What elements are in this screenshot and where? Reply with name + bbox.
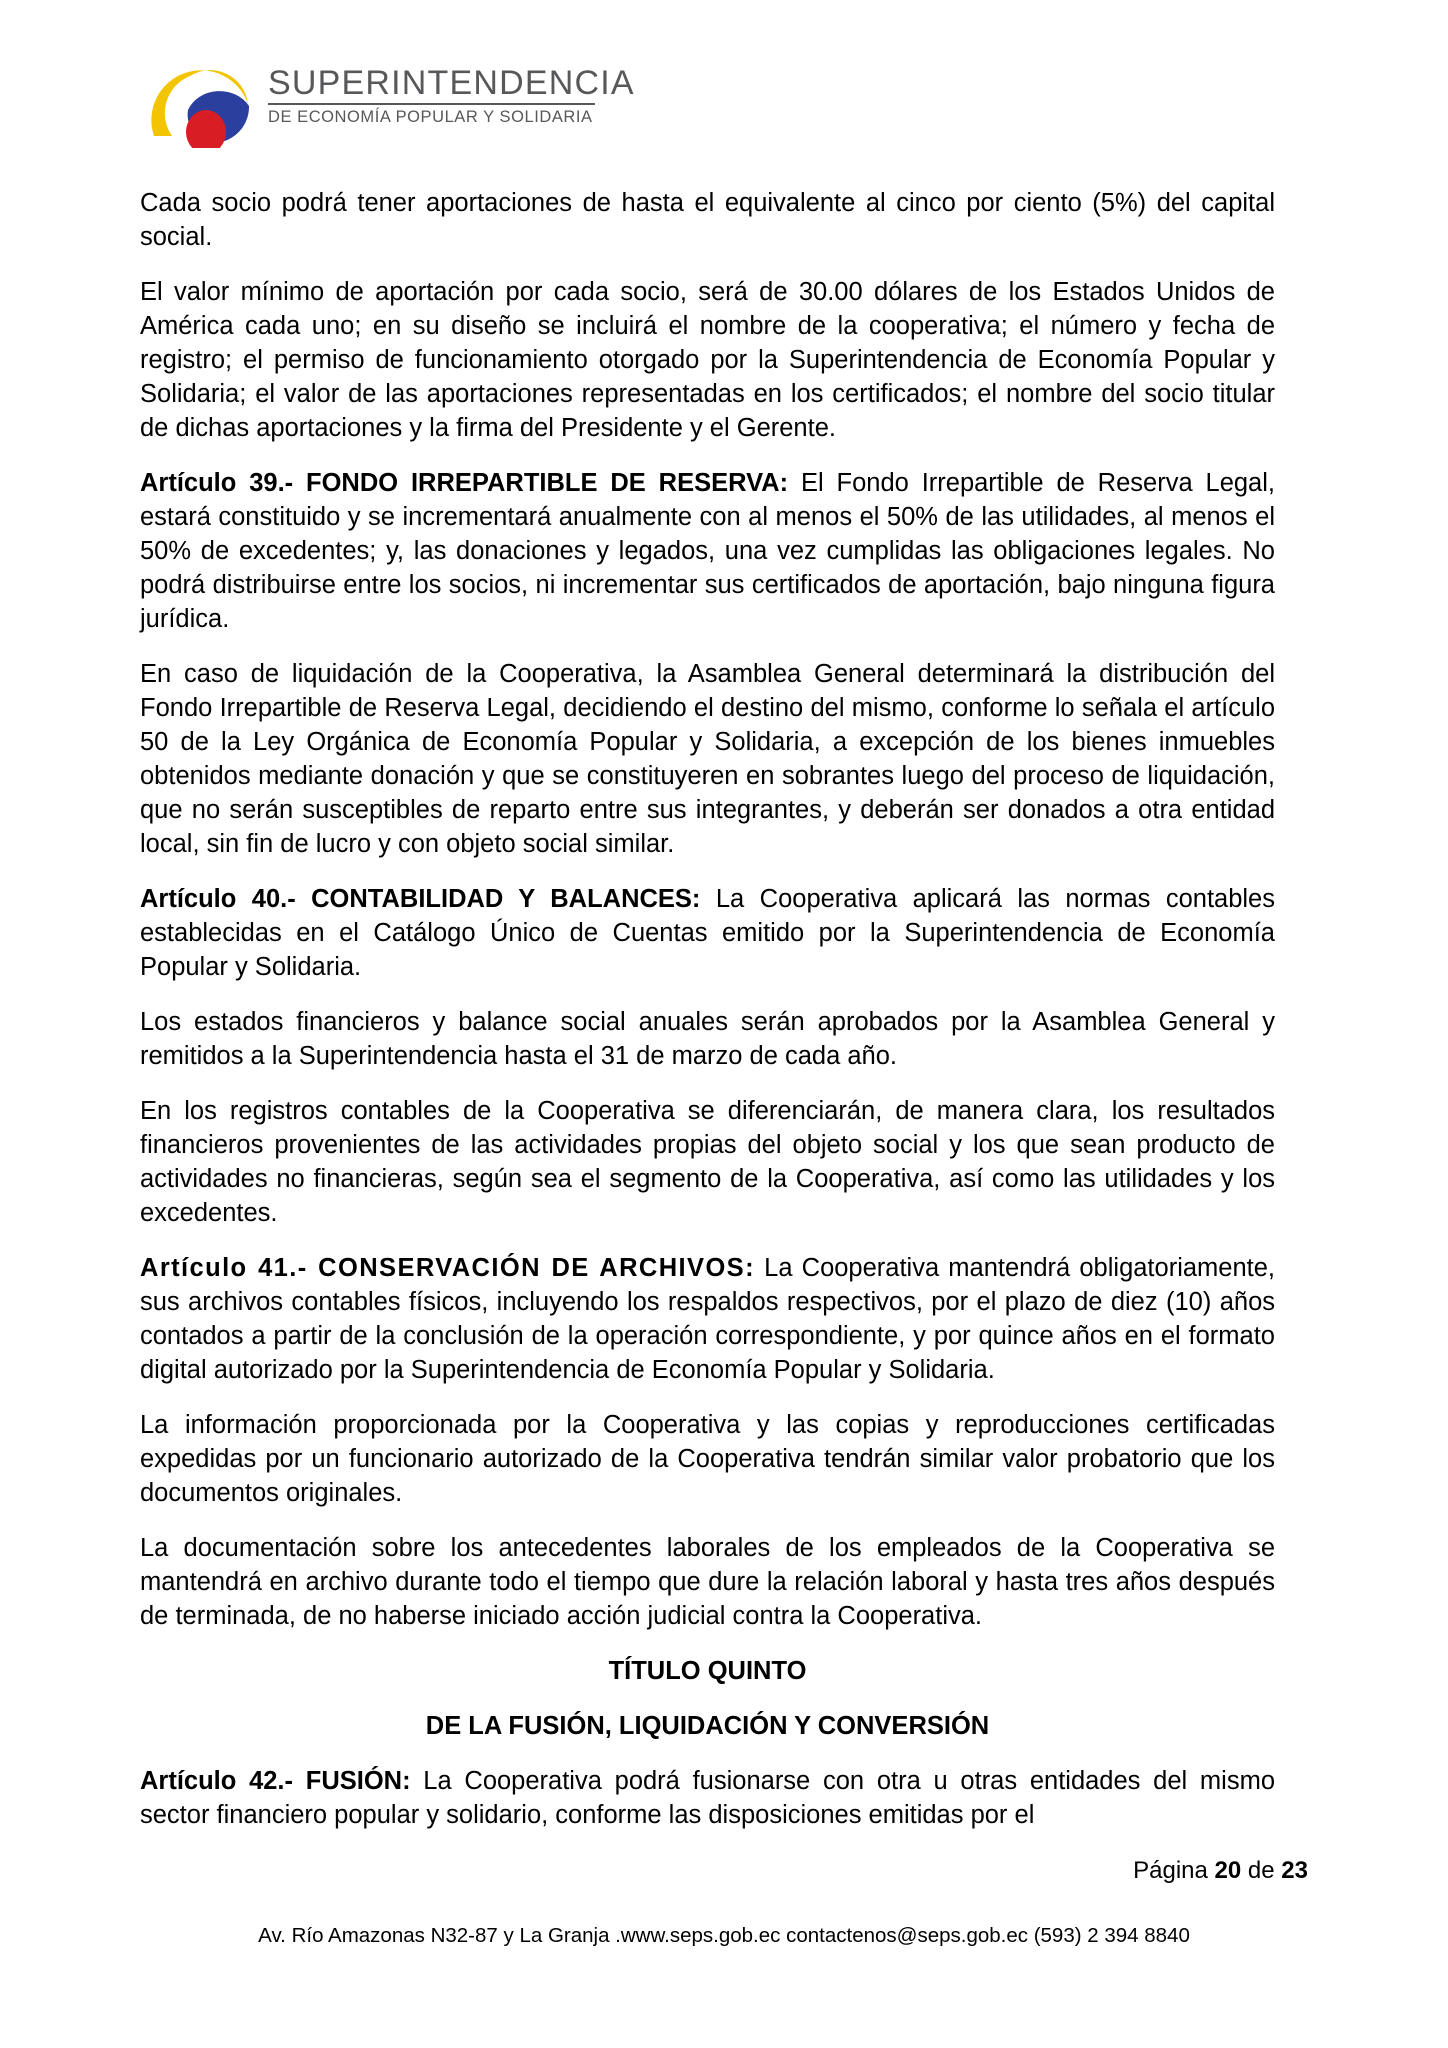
paragraph-documentacion (140, 1531, 1275, 1633)
paragraph-text: Cada socio podrá tener aportaciones de hasta el equivalente al cinco por ciento (5%) del capital social. (140, 189, 1275, 251)
page-current: 20 (1214, 1857, 1242, 1884)
footer-contact-info: Av. Río Amazonas N32-87 y La Granja .www.seps.gob.ec contactenos@seps.gob.ec (593) 2 394 8840 (258, 1924, 1190, 1947)
section-subtitle-fusion: DE LA FUSIÓN, LIQUIDACIÓN Y CONVERSIÓN (425, 1712, 990, 1740)
paragraph-registros-contables (140, 1094, 1275, 1230)
logo-title: SUPERINTENDENCIA (268, 64, 635, 102)
page-of: de (1247, 1857, 1275, 1884)
paragraph-liquidacion (140, 657, 1275, 861)
page-number (1133, 1856, 1308, 1886)
document-body (140, 186, 1275, 1832)
article-heading-42: Artículo 42.- FUSIÓN: (140, 1767, 411, 1795)
paragraph-valor-minimo (140, 275, 1275, 445)
logo-wordmark (268, 66, 738, 127)
paragraph-articulo-41 (140, 1251, 1275, 1387)
paragraph-capital-social (140, 186, 1275, 254)
article-heading-40: Artículo 40.- CONTABILIDAD Y BALANCES: (140, 885, 701, 913)
section-title-quinto: TÍTULO QUINTO (608, 1657, 807, 1685)
paragraph-text: La Cooperativa podrá fusionarse con otra u otras entidades del mismo sector financiero popular y solidario, conforme las disposiciones emitidas por el (140, 1767, 1275, 1829)
logo-divider (268, 103, 595, 105)
document-header (150, 52, 750, 148)
paragraph-articulo-40 (140, 882, 1275, 984)
paragraph-text: La documentación sobre los antecedentes laborales de los empleados de la Cooperativa se mantendrá en archivo durante todo el tiempo que dure la relación laboral y hasta tres años después de terminada, de no haberse iniciado acción judicial contra la Cooperativa. (140, 1534, 1275, 1630)
paragraph-text: El Fondo Irrepartible de Reserva Legal, estará constituido y se incrementará anualmente con al menos el 50% de las utilidades, al menos el 50% de excedentes; y, las donaciones y legados, una vez cumplidas las obligaciones legales. No podrá distribuirse entre los socios, ni incrementar sus certificados de aportación, bajo ninguna figura jurídica. (140, 469, 1275, 633)
paragraph-text: Los estados financieros y balance social anuales serán aprobados por la Asamblea General y remitidos a la Superintendencia hasta el 31 de marzo de cada año. (140, 1008, 1275, 1070)
article-heading-41: Artículo 41.- CONSERVACIÓN DE ARCHIVOS: (140, 1254, 755, 1282)
page-total: 23 (1281, 1857, 1308, 1884)
paragraph-text: En caso de liquidación de la Cooperativa, la Asamblea General determinará la distribución del Fondo Irrepartible de Reserva Legal, decidiendo el destino del mismo, conforme lo señala el artículo 50 de la Ley Orgánica de Economía Popular y Solidaria, a excepción de los bienes inmuebles obtenidos mediante donación y que se constituyeren en sobrantes luego del proceso de liquidación, que no serán susceptibles de reparto entre sus integrantes, y deberán ser donados a otra entidad local, sin fin de lucro y con objeto social similar. (140, 660, 1275, 858)
paragraph-text: La Cooperativa aplicará las normas contables establecidas en el Catálogo Único de Cuentas emitido por la Superintendencia de Economía Popular y Solidaria. (140, 885, 1275, 981)
paragraph-text: El valor mínimo de aportación por cada socio, será de 30.00 dólares de los Estados Unidos de América cada uno; en su diseño se incluirá el nombre de la cooperativa; el número y fecha de registro; el permiso de funcionamiento otorgado por la Superintendencia de Economía Popular y Solidaria; el valor de las aportaciones representadas en los certificados; el nombre del socio titular de dichas aportaciones y la firma del Presidente y el Gerente. (140, 278, 1275, 442)
logo-subtitle: DE ECONOMÍA POPULAR Y SOLIDARIA (268, 108, 593, 126)
paragraph-estados-financieros (140, 1005, 1275, 1073)
paragraph-articulo-42 (140, 1764, 1275, 1832)
article-heading-39: Artículo 39.- FONDO IRREPARTIBLE DE RESERVA: (140, 469, 789, 497)
seps-logo-icon (150, 52, 262, 148)
paragraph-text: La información proporcionada por la Cooperativa y las copias y reproducciones certificadas expedidas por un funcionario autorizado de la Cooperativa tendrán similar valor probatorio que los documentos originales. (140, 1411, 1275, 1507)
paragraph-informacion (140, 1408, 1275, 1510)
paragraph-text: En los registros contables de la Cooperativa se diferenciarán, de manera clara, los resultados financieros provenientes de las actividades propias del objeto social y los que sean producto de actividades no financieras, según sea el segmento de la Cooperativa, así como las utilidades y los excedentes. (140, 1097, 1275, 1227)
page-label: Página (1133, 1857, 1208, 1884)
paragraph-articulo-39 (140, 466, 1275, 636)
paragraph-text: La Cooperativa mantendrá obligatoriamente, sus archivos contables físicos, incluyendo los respaldos respectivos, por el plazo de diez (10) años contados a partir de la conclusión de la operación correspondiente, y por quince años en el formato digital autorizado por la Superintendencia de Economía Popular y Solidaria. (140, 1254, 1275, 1384)
